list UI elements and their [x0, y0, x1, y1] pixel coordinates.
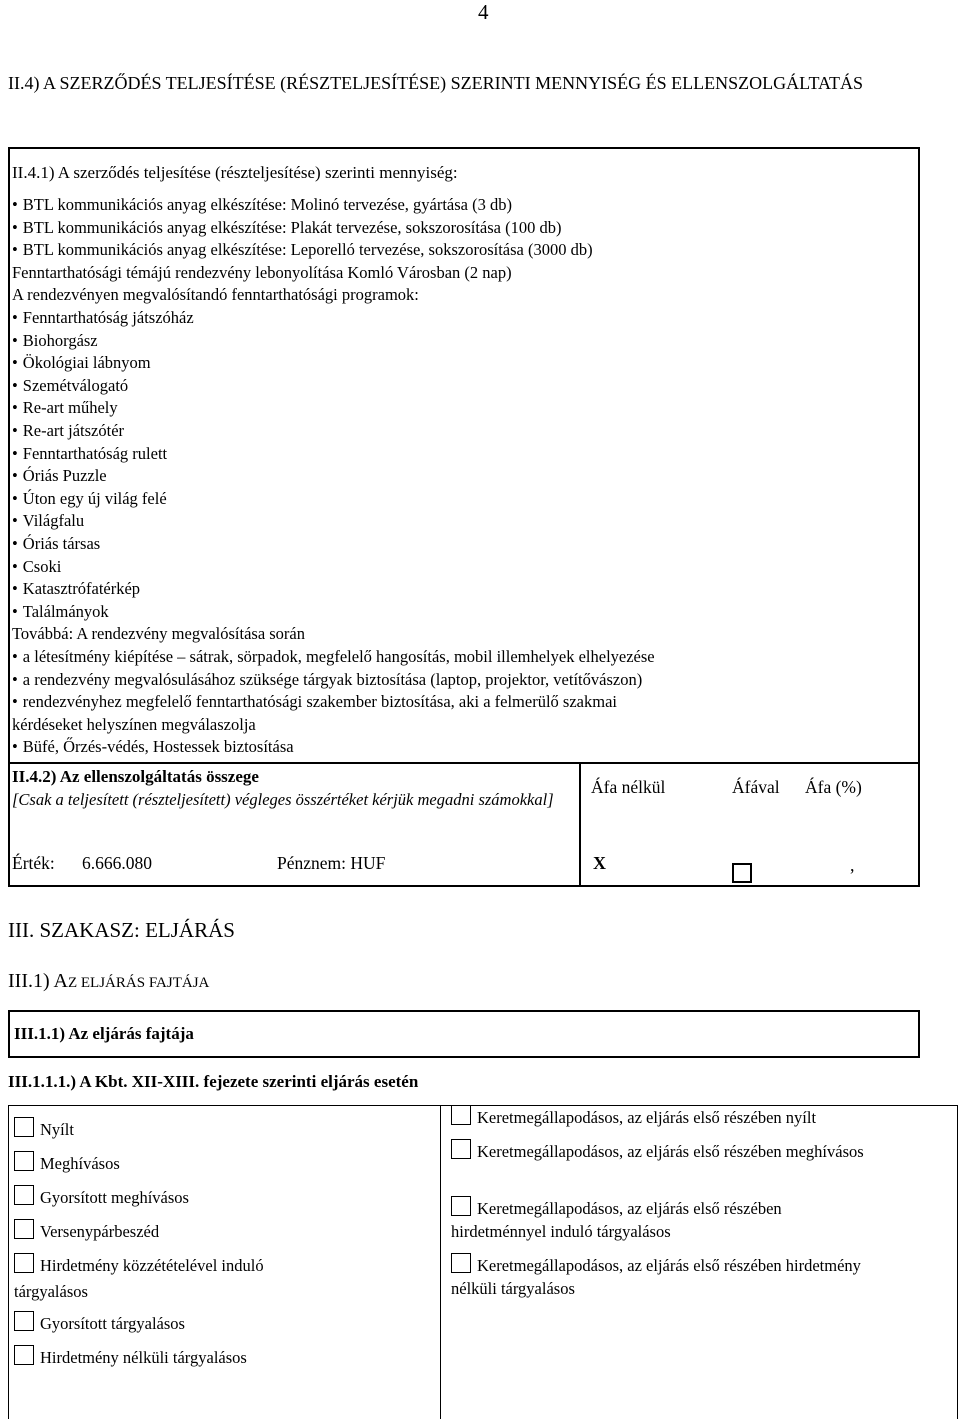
- list-item: • Katasztrófatérkép: [12, 579, 140, 599]
- checkbox-icon[interactable]: [14, 1253, 34, 1273]
- list-item: • Ökológiai lábnyom: [12, 353, 151, 373]
- section-title: II.4) A SZERZŐDÉS TELJESÍTÉSE (RÉSZTELJESÍTÉSE) SZERINTI MENNYISÉG ÉS ELLENSZOLGÁLTATÁS: [8, 73, 864, 93]
- list-item: • Óriás társas: [12, 534, 100, 554]
- list-item: • Csoki: [12, 557, 61, 577]
- checkbox-icon[interactable]: [14, 1117, 34, 1137]
- list-item: • a rendezvény megvalósulásához szüksége tárgyak biztosítása (laptop, projektor, vetítővászon): [12, 670, 642, 690]
- quantity-box: [8, 147, 920, 887]
- consideration-heading: II.4.2) Az ellenszolgáltatás összege: [12, 767, 259, 786]
- procedure-option-label: Hirdetmény nélküli tárgyalásos: [40, 1348, 247, 1367]
- list-item: Fenntarthatósági témájú rendezvény lebonyolítása Komló Városban (2 nap): [12, 262, 512, 282]
- divider: [10, 762, 918, 764]
- procedure-option-label: Versenypárbeszéd: [40, 1222, 160, 1241]
- checkbox-icon[interactable]: [451, 1253, 471, 1273]
- procedure-sub-heading: III.1.1.1.) A Kbt. XII-XIII. fejezete szerinti eljárás esetén: [8, 1072, 419, 1091]
- col-vat-pct: Áfa (%): [805, 777, 862, 797]
- checkbox-icon[interactable]: [14, 1219, 34, 1239]
- col-without-vat: Áfa nélkül: [591, 777, 666, 797]
- procedure-options: [8, 1105, 958, 1419]
- divider: [440, 1105, 441, 1419]
- list-item: • BTL kommunikációs anyag elkészítése: Molinó tervezése, gyártása (3 db): [12, 195, 512, 215]
- procedure-option-left[interactable]: [14, 1117, 314, 1143]
- procedure-option-label: Hirdetmény közzétételével induló tárgyalásos: [14, 1256, 264, 1301]
- divider: [957, 1105, 958, 1419]
- without-vat-mark[interactable]: X: [593, 853, 606, 873]
- divider: [579, 762, 581, 887]
- divider: [8, 1105, 440, 1106]
- checkbox-icon[interactable]: [14, 1151, 34, 1171]
- divider: [8, 1105, 9, 1419]
- list-item: Továbbá: A rendezvény megvalósítása során: [12, 624, 306, 644]
- procedure-option-label: Keretmegállapodásos, az eljárás első részében meghívásos: [477, 1142, 864, 1161]
- value-amount[interactable]: 6.666.080: [82, 853, 152, 873]
- list-item: • Fenntarthatóság játszóház: [12, 308, 194, 328]
- list-item: • BTL kommunikációs anyag elkészítése: Plakát tervezése, sokszorosítása (100 db): [12, 218, 561, 238]
- value-label: Érték:: [12, 853, 55, 873]
- list-item: • Re-art műhely: [12, 398, 118, 418]
- procedure-option-left[interactable]: [14, 1219, 314, 1245]
- procedure-option-left[interactable]: [14, 1151, 314, 1177]
- list-item: A rendezvényen megvalósítandó fenntarthatósági programok:: [12, 285, 419, 305]
- list-item: • a létesítmény kiépítése – sátrak, sörpadok, megfelelő hangosítás, mobil illemhelyek elhelyezése: [12, 647, 655, 667]
- procedure-type-box: [8, 1010, 920, 1058]
- procedure-option-right[interactable]: [451, 1196, 871, 1243]
- procedure-option-left[interactable]: [14, 1345, 314, 1371]
- list-item: • Fenntarthatóság rulett: [12, 444, 167, 464]
- list-item: • BTL kommunikációs anyag elkészítése: Leporelló tervezése, sokszorosítása (3000 db): [12, 240, 593, 260]
- section3-subtitle-rest: Z ELJÁRÁS FAJTÁJA: [67, 975, 210, 991]
- checkbox-icon[interactable]: [451, 1196, 471, 1216]
- procedure-option-label: Meghívásos: [40, 1154, 120, 1173]
- list-item: • rendezvényhez megfelelő fenntarthatósági szakember biztosítása, aki a felmerülő szakmai: [12, 692, 617, 712]
- procedure-option-label: Keretmegállapodásos, az eljárás első részében hirdetménnyel induló tárgyalásos: [451, 1199, 782, 1241]
- section3-title: III. SZAKASZ: ELJÁRÁS: [8, 918, 235, 942]
- checkbox-icon[interactable]: [451, 1139, 471, 1159]
- list-item: kérdéseket helyszínen megválaszolja: [12, 714, 256, 734]
- checkbox-icon[interactable]: [14, 1311, 34, 1331]
- quantity-heading: II.4.1) A szerződés teljesítése (részteljesítése) szerinti mennyiség:: [12, 163, 458, 182]
- section3-subtitle: [8, 970, 209, 993]
- procedure-option-label: Keretmegállapodásos, az eljárás első részében nyílt: [477, 1108, 817, 1127]
- list-item: • Óriás Puzzle: [12, 466, 107, 486]
- checkbox-icon[interactable]: [14, 1185, 34, 1205]
- page-number: 4: [478, 0, 489, 24]
- procedure-option-label: Nyílt: [40, 1120, 74, 1139]
- col-with-vat: Áfával: [732, 777, 780, 797]
- list-item: • Biohorgász: [12, 331, 98, 351]
- procedure-option-label: Gyorsított meghívásos: [40, 1188, 189, 1207]
- procedure-option-right[interactable]: [451, 1253, 871, 1300]
- procedure-option-label: Gyorsított tárgyalásos: [40, 1314, 185, 1333]
- checkbox-icon[interactable]: [14, 1345, 34, 1365]
- list-item: • Re-art játszótér: [12, 421, 124, 441]
- currency-label: Pénznem: HUF: [277, 853, 386, 873]
- procedure-option-label: Keretmegállapodásos, az eljárás első részében hirdetmény nélküli tárgyalásos: [451, 1256, 861, 1298]
- section3-subtitle-prefix: III.1) A: [8, 970, 68, 992]
- vat-pct-comma: ,: [850, 855, 855, 875]
- list-item: • Találmányok: [12, 602, 109, 622]
- list-item: • Világfalu: [12, 511, 84, 531]
- procedure-option-right[interactable]: [451, 1105, 871, 1129]
- list-item: • Úton egy új világ felé: [12, 489, 167, 509]
- list-item: • Büfé, Őrzés-védés, Hostessek biztosítása: [12, 737, 294, 757]
- procedure-option-left[interactable]: [14, 1311, 314, 1337]
- procedure-option-right[interactable]: [451, 1139, 871, 1163]
- checkbox-icon[interactable]: [451, 1105, 471, 1125]
- procedure-option-left[interactable]: [14, 1185, 314, 1211]
- procedure-type-heading: III.1.1) Az eljárás fajtája: [14, 1024, 194, 1043]
- consideration-note: [Csak a teljesített (részteljesített) végleges összértéket kérjük megadni számokkal]: [12, 790, 554, 809]
- procedure-option-left[interactable]: [14, 1253, 314, 1305]
- with-vat-checkbox[interactable]: [732, 863, 752, 883]
- list-item: • Szemétválogató: [12, 376, 128, 396]
